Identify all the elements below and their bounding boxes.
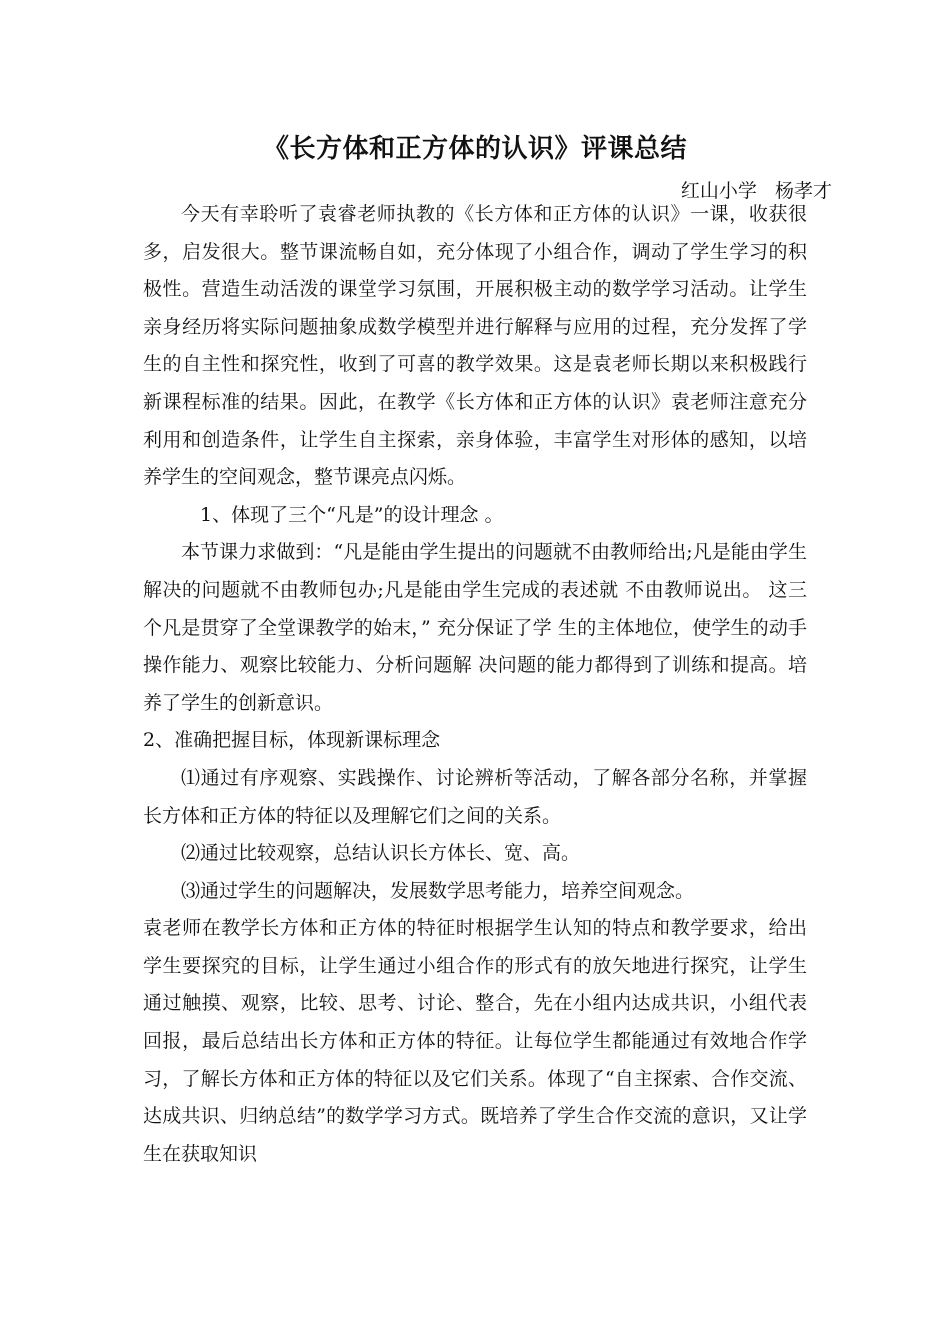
list-item-goal-2: ⑵通过比较观察，总结认识长方体长、宽、高。 (181, 842, 581, 865)
list-item-goal-3: ⑶通过学生的问题解决，发展数学思考能力，培养空间观念。 (181, 879, 695, 902)
paragraph-teaching: 袁老师在教学长方体和正方体的特征时根据学生认知的特点和教学要求，给出学生要探究的目标，让学生通过小组合作的形式有的放矢地进行探究，让学生通过触摸、观察，比较、思考、讨论、整合，先在小组内达成共识，小组代表回报，最后总结出长方体和正方体的特征。让每位学生都能通过有效地合作学习，了解长方体和正方体的特征以及它们关系。体现了“自主探索、合作交流、达成共识、归纳总结”的数学学习方式。既培养了学生合作交流的意识，又让学生在获取知识 (143, 917, 807, 1165)
document-body (143, 196, 807, 1173)
paragraph-intro: 今天有幸聆听了袁睿老师执教的《长方体和正方体的认识》一课，收获很多，启发很大。整节课流畅自如，充分体现了小组合作，调动了学生学习的积极性。营造生动活泼的课堂学习氛围，开展积极主动的数学学习活动。让学生亲身经历将实际问题抽象成数学模型并进行解释与应用的过程，充分发挥了学生的自主性和探究性，收到了可喜的教学效果。这是袁老师长期以来积极践行新课程标准的结果。因此，在教学《长方体和正方体的认识》袁老师注意充分利用和创造条件，让学生自主探索，亲身体验，丰富学生对形体的感知，以培养学生的空间观念，整节课亮点闪烁。 (143, 203, 807, 489)
heading-point-2: 2、准确把握目标，体现新课标理念 (143, 729, 441, 752)
document-title: 《长方体和正方体的认识》评课总结 (262, 134, 687, 164)
author-line: 红山小学 杨孝才 (680, 180, 832, 202)
paragraph-point-1: 本节课力求做到：“凡是能由学生提出的问题就不由教师给出;凡是能由学生解决的问题就不由教师包办;凡是能由学生完成的表述就 不由教师说出。 这三个凡是贯穿了全堂课教学的始末，” 充分保证了学 生的主体地位，使学生的动手操作能力、观察比较能力、分析问题解 决问题的能力都得到了训练和提高。培养了学生的创新意识。 (143, 541, 807, 714)
heading-point-1: 1、体现了三个“凡是”的设计理念 。 (200, 503, 504, 526)
list-item-goal-1: ⑴通过有序观察、实践操作、讨论辨析等活动，了解各部分名称，并掌握长方体和正方体的特征以及理解它们之间的关系。 (143, 766, 807, 827)
